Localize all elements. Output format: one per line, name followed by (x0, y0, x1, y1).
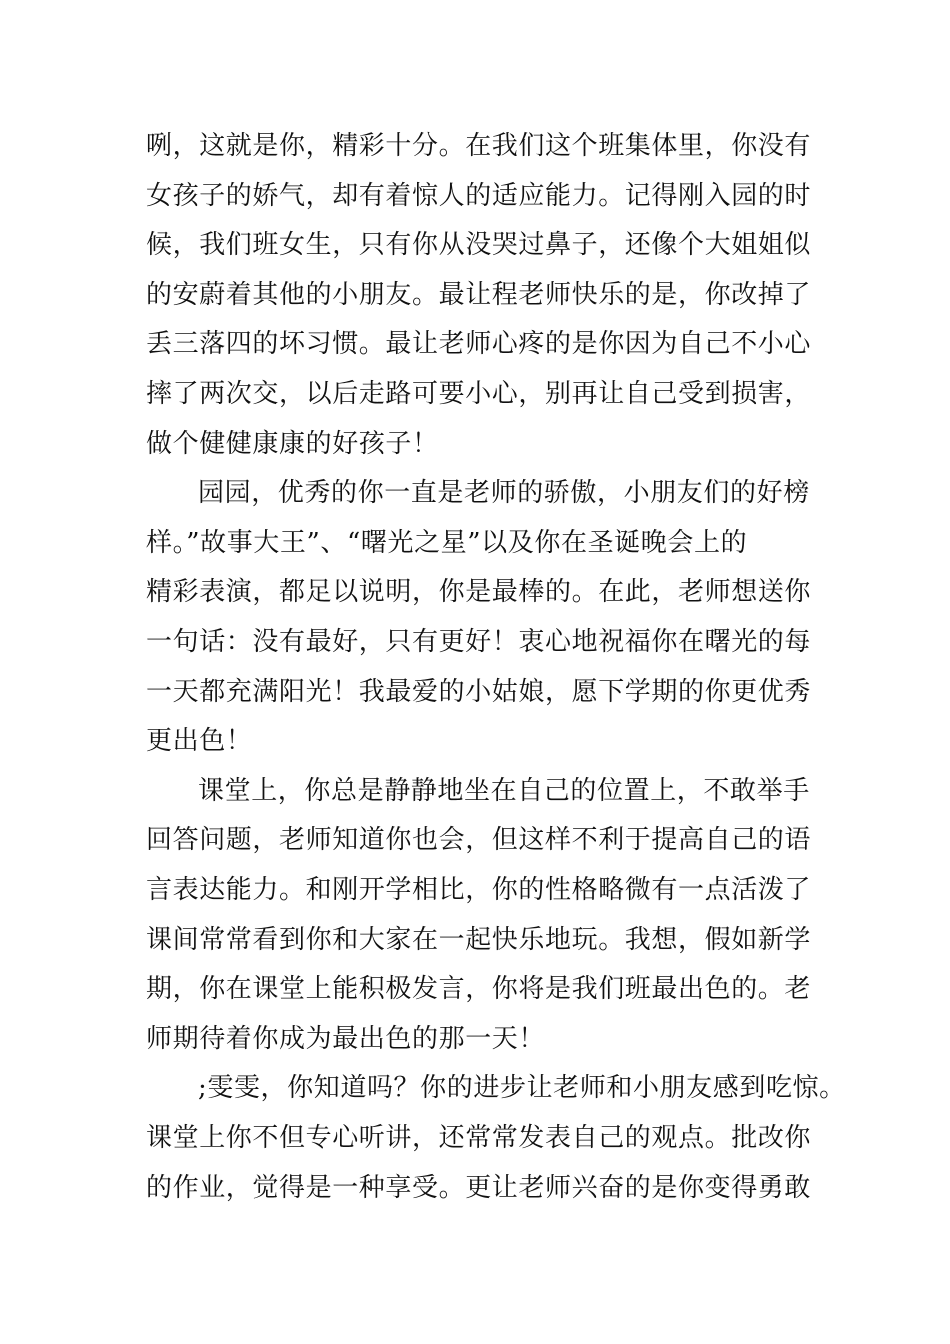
text-line: 课堂上，你总是静静地坐在自己的位置上，不敢举手 (198, 776, 810, 806)
text-line: 精彩表演，都足以说明，你是最棒的。在此，老师想送你 (146, 577, 812, 607)
text-line: 女孩子的娇气，却有着惊人的适应能力。记得刚入园的时 (146, 181, 812, 211)
text-line: 师期待着你成为最出色的那一天！ (146, 1024, 546, 1054)
text-line: 做个健健康康的好孩子！ (146, 429, 439, 459)
text-line: 期，你在课堂上能积极发言，你将是我们班最出色的。老 (146, 974, 812, 1004)
text-line: 一天都充满阳光！我最爱的小姑娘，愿下学期的你更优秀 (146, 677, 812, 707)
text-line: 言表达能力。和刚开学相比，你的性格略微有一点活泼了 (146, 875, 812, 905)
text-line: 课间常常看到你和大家在一起快乐地玩。我想，假如新学 (146, 925, 812, 955)
text-line: ;雯雯，你知道吗？你的进步让老师和小朋友感到吃惊。 (198, 1073, 846, 1103)
text-line: 课堂上你不但专心听讲，还常常发表自己的观点。批改你 (146, 1123, 812, 1153)
text-line: 的安蔚着其他的小朋友。最让程老师快乐的是，你改掉了 (146, 280, 812, 310)
text-line: 的作业，觉得是一种享受。更让老师兴奋的是你变得勇敢 (146, 1173, 812, 1203)
text-line: 咧，这就是你，精彩十分。在我们这个班集体里，你没有 (146, 131, 812, 161)
text-line: 回答问题，老师知道你也会，但这样不利于提高自己的语 (146, 825, 812, 855)
text-line: 园园，优秀的你一直是老师的骄傲，小朋友们的好榜 (198, 478, 810, 508)
text-line: 样。”故事大王”、“曙光之星”以及你在圣诞晚会上的 (146, 528, 748, 558)
text-line: 一句话：没有最好，只有更好！衷心地祝福你在曙光的每 (146, 627, 812, 657)
text-line: 丢三落四的坏习惯。最让老师心疼的是你因为自己不小心 (146, 329, 812, 359)
text-line: 摔了两次交，以后走路可要小心，别再让自己受到损害， (146, 379, 812, 409)
text-line: 更出色！ (146, 726, 253, 756)
text-line: 候，我们班女生，只有你从没哭过鼻子，还像个大姐姐似 (146, 230, 812, 260)
